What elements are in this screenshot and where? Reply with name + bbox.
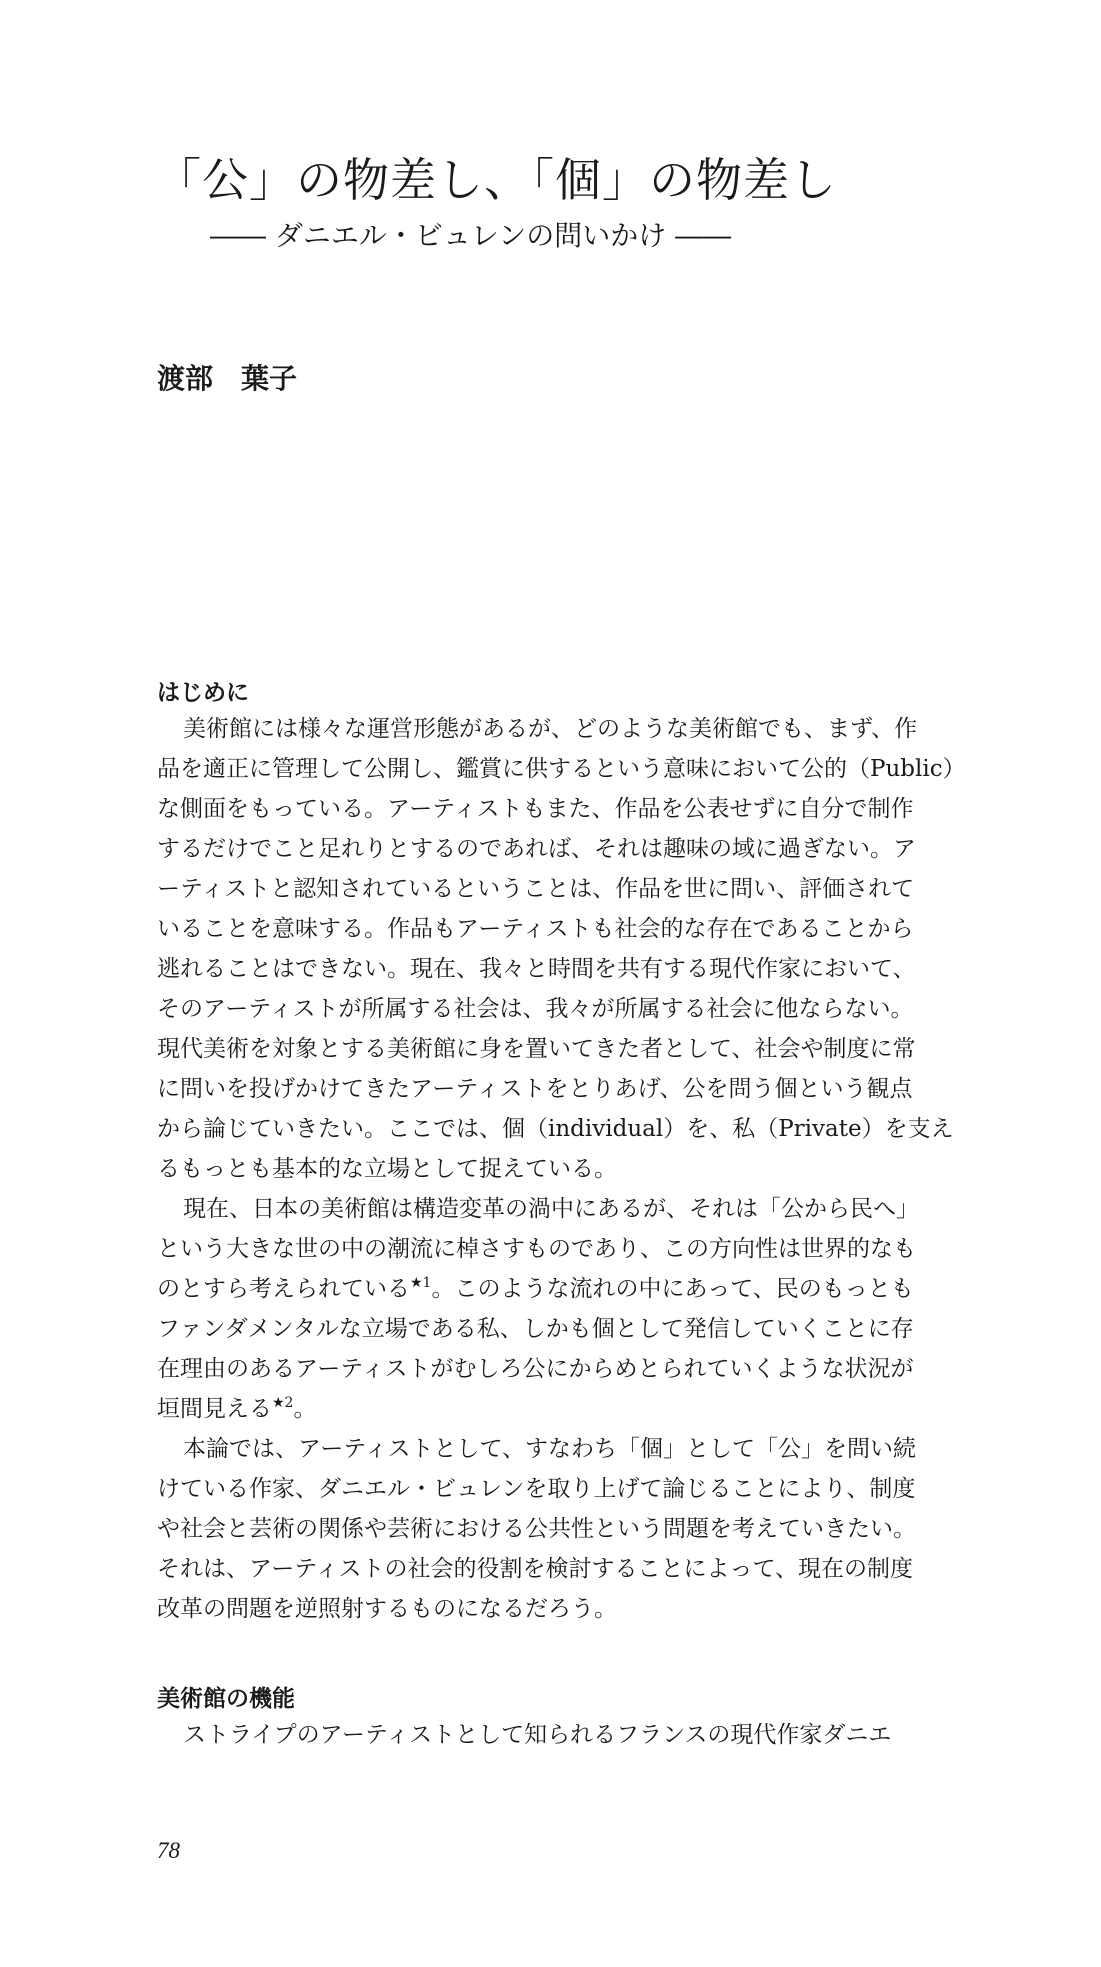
body-line: 在理由のあるアーティストがむしろ公にからめとられていくような状況が: [157, 1356, 914, 1382]
body-line-text: のとすら考えられている: [157, 1276, 410, 1302]
body-line: するだけでこと足れりとするのであれば、それは趣味の域に過ぎない。ア: [157, 836, 916, 862]
body-line: ファンダメンタルな立場である私、しかも個として発信していくことに存: [157, 1316, 914, 1342]
body-line: [157, 1389, 941, 1429]
body-line: な側面をもっている。アーティストもまた、作品を公表せずに自分で制作: [157, 796, 914, 822]
body-line: ーティストと認知されているということは、作品を世に問い、評価されて: [157, 876, 915, 902]
section-body-museum-function: [157, 1715, 941, 1755]
body-line: 品を適正に管理して公開し、鑑賞に供するという意味において公的（Public）: [157, 756, 966, 782]
body-line: 改革の問題を逆照射するものになるだろう。: [157, 1596, 617, 1622]
body-line-text: 。このような流れの中にあって、民のもっとも: [431, 1276, 914, 1302]
body-line: それは、アーティストの社会的役割を検討することによって、現在の制度: [157, 1556, 914, 1582]
body-line: いることを意味する。作品もアーティストも社会的な存在であることから: [157, 916, 914, 942]
footnote-ref-1[interactable]: ★1: [410, 1275, 432, 1291]
article-subtitle: ―― ダニエル・ビュレンの問いかけ ――: [210, 219, 732, 252]
body-line: そのアーティストが所属する社会は、我々が所属する社会に他ならない。: [157, 996, 914, 1022]
body-line: けている作家、ダニエル・ビュレンを取り上げて論じることにより、制度: [157, 1476, 916, 1502]
footnote-ref-2[interactable]: ★2: [272, 1395, 294, 1411]
body-line: 逃れることはできない。現在、我々と時間を共有する現代作家において、: [157, 956, 916, 982]
section-heading-introduction: はじめに: [157, 680, 249, 706]
body-line: 現代美術を対象とする美術館に身を置いてきた者として、社会や制度に常: [157, 1036, 916, 1062]
body-line: 本論では、アーティストとして、すなわち「個」として「公」を問い続: [183, 1436, 917, 1462]
body-line: という大きな世の中の潮流に棹さすものであり、この方向性は世界的なも: [157, 1236, 916, 1262]
body-line: に問いを投げかけてきたアーティストをとりあげ、公を問う個という観点: [157, 1076, 913, 1102]
body-line: ストライプのアーティストとして知られるフランスの現代作家ダニエ: [183, 1722, 892, 1748]
section-body-introduction: [157, 709, 966, 1629]
body-line-text: 垣間見える: [157, 1396, 272, 1422]
author-name: 渡部 葉子: [157, 362, 298, 395]
section-heading-museum-function: 美術館の機能: [157, 1686, 295, 1712]
body-line: や社会と芸術の関係や芸術における公共性という問題を考えていきたい。: [157, 1516, 916, 1542]
body-line: から論じていきたい。ここでは、個（individual）を、私（Private）を支え: [157, 1116, 954, 1142]
body-line-text: 。: [293, 1396, 317, 1422]
page-number: 78: [157, 1838, 180, 1863]
body-line: 現在、日本の美術館は構造変革の渦中にあるが、それは「公から民へ」: [183, 1196, 919, 1222]
article-title: 「公」の物差し、「個」の物差し: [155, 153, 837, 207]
body-line: [157, 1269, 941, 1309]
body-line: るもっとも基本的な立場として捉えている。: [157, 1156, 617, 1182]
body-line: 美術館には様々な運営形態があるが、どのような美術館でも、まず、作: [183, 716, 918, 742]
